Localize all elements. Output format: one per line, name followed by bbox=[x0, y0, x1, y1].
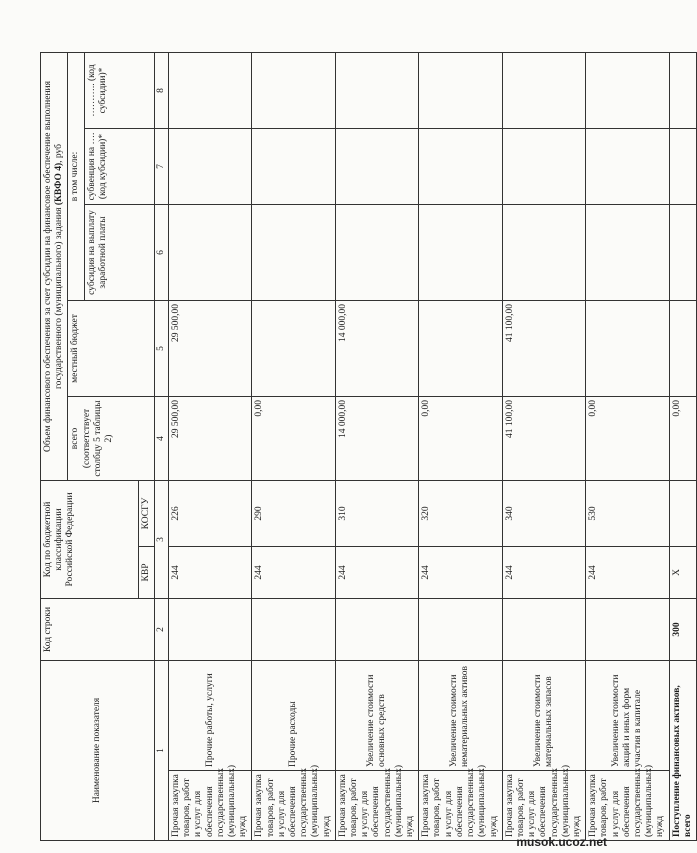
row-subvention bbox=[252, 128, 335, 204]
row-total: 0,00 bbox=[419, 396, 502, 480]
row-local: 14 000,00 bbox=[335, 300, 418, 396]
row-subvention bbox=[586, 128, 669, 204]
row-local: 29 500,00 bbox=[169, 300, 252, 396]
row-kosgu: 310 bbox=[335, 480, 418, 546]
total-col-header: всего (соответствует столбцу 5 таблицы 2) bbox=[68, 396, 154, 480]
row-outer-name: Прочая закупка товаров, работ и услуг для обеспечения государственных (муниципальных) нужд bbox=[419, 771, 502, 841]
total-row bbox=[669, 52, 696, 840]
row-other-subsidy bbox=[502, 52, 585, 128]
row-kvr: 244 bbox=[419, 546, 502, 598]
total-row-subvention bbox=[669, 128, 696, 204]
row-local bbox=[419, 300, 502, 396]
row-other-subsidy bbox=[169, 52, 252, 128]
row-inner-name: Увеличение стоимости основных средств bbox=[335, 660, 418, 770]
table-row bbox=[419, 52, 502, 840]
row-subvention bbox=[502, 128, 585, 204]
total-row-kvr: Х bbox=[669, 546, 696, 598]
row-salary-subsidy bbox=[252, 204, 335, 300]
row-local: 41 100,00 bbox=[502, 300, 585, 396]
row-inner-name: Увеличение стоимости нематериальных активов bbox=[419, 660, 502, 770]
row-other-subsidy bbox=[419, 52, 502, 128]
row-salary-subsidy bbox=[502, 204, 585, 300]
header-row-1 bbox=[41, 52, 68, 840]
volume-unit: , руб bbox=[54, 143, 65, 163]
row-local bbox=[252, 300, 335, 396]
row-other-subsidy bbox=[252, 52, 335, 128]
row-outer-name: Прочая закупка товаров, работ и услуг для обеспечения государственных (муниципальных) нужд bbox=[252, 771, 335, 841]
table-row bbox=[586, 52, 669, 840]
row-outer-name: Прочая закупка товаров, работ и услуг для обеспечения государственных (муниципальных) нужд bbox=[502, 771, 585, 841]
row-total: 41 100,00 bbox=[502, 396, 585, 480]
row-code bbox=[586, 598, 669, 660]
total-row-label: Поступление финансовых активов, всего bbox=[669, 660, 696, 840]
total-row-salary-subsidy bbox=[669, 204, 696, 300]
row-outer-name: Прочая закупка товаров, работ и услуг для обеспечения государственных (муниципальных) нужд bbox=[335, 771, 418, 841]
row-subvention bbox=[169, 128, 252, 204]
row-salary-subsidy bbox=[419, 204, 502, 300]
row-total: 14 000,00 bbox=[335, 396, 418, 480]
table-row bbox=[169, 52, 252, 840]
col-num: 2 bbox=[154, 598, 168, 660]
total-row-kosgu bbox=[669, 480, 696, 546]
watermark: musok.ucoz.net bbox=[516, 835, 607, 849]
total-row-total: 0,00 bbox=[669, 396, 696, 480]
row-code bbox=[335, 598, 418, 660]
row-kvr: 244 bbox=[335, 546, 418, 598]
column-numbers-row bbox=[154, 52, 168, 840]
table-row bbox=[502, 52, 585, 840]
col-num: 3 bbox=[154, 480, 168, 598]
including-header: в том числе: bbox=[68, 52, 84, 300]
row-inner-name: Прочие работы, услуги bbox=[169, 660, 252, 770]
code-col-header: Код строки bbox=[41, 598, 155, 660]
row-other-subsidy bbox=[586, 52, 669, 128]
col-num: 4 bbox=[154, 396, 168, 480]
row-inner-name: Увеличение стоимости материальных запасов bbox=[502, 660, 585, 770]
volume-col-header bbox=[41, 52, 68, 480]
row-outer-name: Прочая закупка товаров, работ и услуг для обеспечения государственных (муниципальных) нужд bbox=[169, 771, 252, 841]
kvr-header: КВР bbox=[138, 546, 154, 598]
row-kosgu: 290 bbox=[252, 480, 335, 546]
budget-col-header: Код по бюджетной классификации Российской Федерации bbox=[41, 480, 139, 598]
kvfo-code: (КВФО 4) bbox=[54, 162, 65, 206]
financial-table bbox=[40, 52, 697, 841]
col-num: 1 bbox=[154, 660, 168, 840]
total-row-local bbox=[669, 300, 696, 396]
row-inner-name: Прочие расходы bbox=[252, 660, 335, 770]
row-total: 0,00 bbox=[586, 396, 669, 480]
row-kosgu: 530 bbox=[586, 480, 669, 546]
row-subvention bbox=[419, 128, 502, 204]
row-kvr: 244 bbox=[252, 546, 335, 598]
local-budget-header: местный бюджет bbox=[68, 300, 154, 396]
row-code bbox=[169, 598, 252, 660]
total-row-other-subsidy bbox=[669, 52, 696, 128]
row-total: 29 500,00 bbox=[169, 396, 252, 480]
row-kvr: 244 bbox=[169, 546, 252, 598]
row-kosgu: 340 bbox=[502, 480, 585, 546]
table-row bbox=[335, 52, 418, 840]
col-num: 8 bbox=[154, 52, 168, 128]
kosgu-header: КОСГУ bbox=[138, 480, 154, 546]
row-code bbox=[252, 598, 335, 660]
row-salary-subsidy bbox=[586, 204, 669, 300]
table-row bbox=[252, 52, 335, 840]
row-kosgu: 226 bbox=[169, 480, 252, 546]
row-code bbox=[419, 598, 502, 660]
salary-subsidy-header: субсидия на выплату заработной платы bbox=[84, 204, 154, 300]
other-subsidy-header: ……….. (код субсидии)* bbox=[84, 52, 154, 128]
row-subvention bbox=[335, 128, 418, 204]
row-other-subsidy bbox=[335, 52, 418, 128]
row-kvr: 244 bbox=[586, 546, 669, 598]
row-total: 0,00 bbox=[252, 396, 335, 480]
name-col-header: Наименование показателя bbox=[41, 660, 155, 840]
row-salary-subsidy bbox=[169, 204, 252, 300]
subvention-header: субвенция на …. (код кубсидии)* bbox=[84, 128, 154, 204]
total-row-code: 300 bbox=[669, 598, 696, 660]
row-code bbox=[502, 598, 585, 660]
row-kosgu: 320 bbox=[419, 480, 502, 546]
row-inner-name: Увеличение стоимости акций и иных форм участия в капитале bbox=[586, 660, 669, 770]
volume-col-header-text: Объем финансового обеспечения за счет субсидии на финансовое обеспечение выполнения государственного (муниципального) задания bbox=[43, 81, 65, 452]
row-local bbox=[586, 300, 669, 396]
col-num: 6 bbox=[154, 204, 168, 300]
col-num: 7 bbox=[154, 128, 168, 204]
col-num: 5 bbox=[154, 300, 168, 396]
row-kvr: 244 bbox=[502, 546, 585, 598]
row-salary-subsidy bbox=[335, 204, 418, 300]
row-outer-name: Прочая закупка товаров, работ и услуг для обеспечения государственных (муниципальных) нужд bbox=[586, 771, 669, 841]
